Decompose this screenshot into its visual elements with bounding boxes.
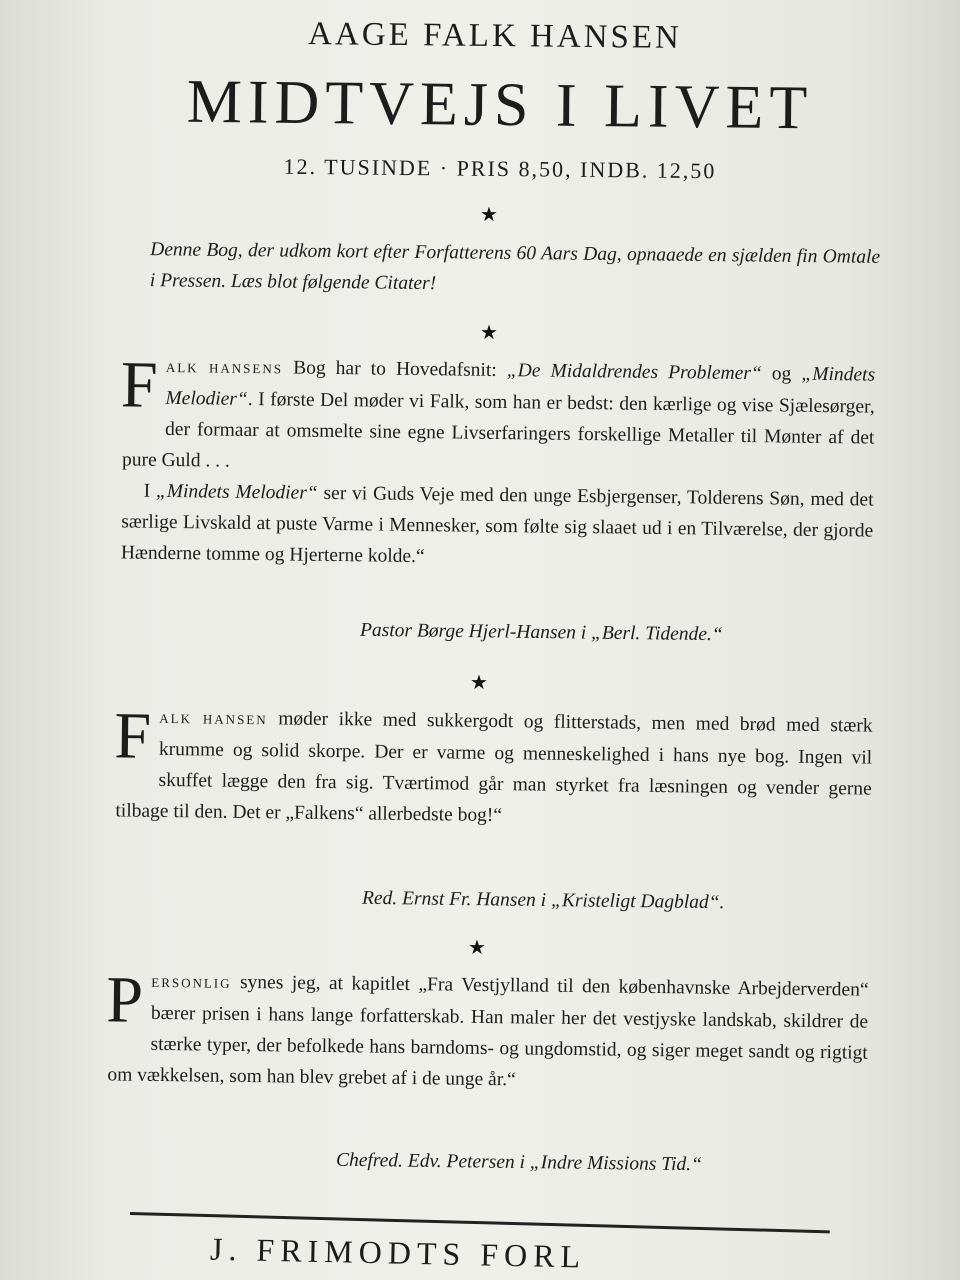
review-lead: ERSONLIG: [151, 974, 232, 991]
review-1: [121, 350, 876, 577]
review-text: I: [143, 480, 157, 502]
star-divider-icon: ★: [470, 670, 488, 694]
review-text: synes jeg, at kapitlet „Fra Vestjylland til den københavnske Arbejderverden“ bærer prisen i hans lange forfatterskab. Han maler her det vestjyske landskab, skildrer de stærke typer, der befolkede hans barndoms- og ungdomstid, og siger meget sandt og rigtigt om vækkelsen, som han blev grebet af i de unge år.“: [107, 971, 869, 1091]
drop-cap: F: [113, 699, 152, 773]
drop-cap: F: [120, 348, 159, 422]
review-text: . I første Del møder vi Falk, som han er bedst: den kærlige og vise Sjælesørger, der formaar at omsmelte sine egne Livserfaringers forskellige Metaller til Mønter af det pure Guld . . .: [121, 388, 875, 472]
review-text: møder ikke med sukkergodt og flitterstads, men med brød med stærk krumme og solid skorpe. Der er varme og menneskelighed i hans nye bog. Ingen vil skuffet lægge den fra sig. Tværtimod går man styrket fra læsningen og vender gerne tilbage til den. Det er „Falkens“ allerbedste bog!“: [115, 708, 873, 827]
author-name: AAGE FALK HANSEN: [307, 16, 683, 56]
footer-rule: [130, 1212, 830, 1233]
intro-text: Denne Bog, der udkom kort efter Forfatterens 60 Aars Dag, opnaaede en sjælden fin Omtale i Pressen. Læs blot følgende Citater!: [149, 239, 881, 295]
review-attribution: Red. Ernst Fr. Hansen i „Kristeligt Dagblad“.: [361, 887, 725, 914]
publisher-name: J. FRIMODTS FORL: [209, 1230, 587, 1275]
chapter-title: „De Midaldrendes Problemer“: [506, 360, 762, 385]
review-lead: ALK HANSEN: [159, 710, 268, 728]
review-3: [107, 965, 868, 1099]
star-divider-icon: ★: [468, 935, 486, 959]
edition-price: 12. TUSINDE · PRIS 8,50, INDB. 12,50: [283, 153, 717, 184]
review-lead: ALK HANSENS: [165, 359, 284, 377]
chapter-title: „Mindets Melodier“: [155, 480, 318, 504]
review-text: og: [761, 363, 802, 385]
review-attribution: Pastor Børge Hjerl-Hansen i „Berl. Tidende.“: [359, 619, 723, 646]
star-divider-icon: ★: [480, 202, 498, 226]
drop-cap: P: [105, 963, 144, 1037]
star-divider-icon: ★: [480, 320, 498, 344]
review-text: ser vi Guds Veje med den unge Esbjergenser, Tolderens Søn, med det særlige Livskald at puste Varme i Mennesker, som følte sig slaaet ud i en Tilværelse, der gjorde Hænderne tomme og Hjerterne kolde.“: [120, 482, 874, 568]
book-title: MIDTVEJS I LIVET: [186, 67, 814, 143]
review-text: Bog har to Hovedafsnit:: [282, 357, 507, 382]
chapter-title: „Mindets Melodier“: [165, 363, 876, 410]
review-attribution: Chefred. Edv. Petersen i „Indre Missions Tid.“: [335, 1149, 703, 1176]
review-2: [115, 701, 872, 835]
